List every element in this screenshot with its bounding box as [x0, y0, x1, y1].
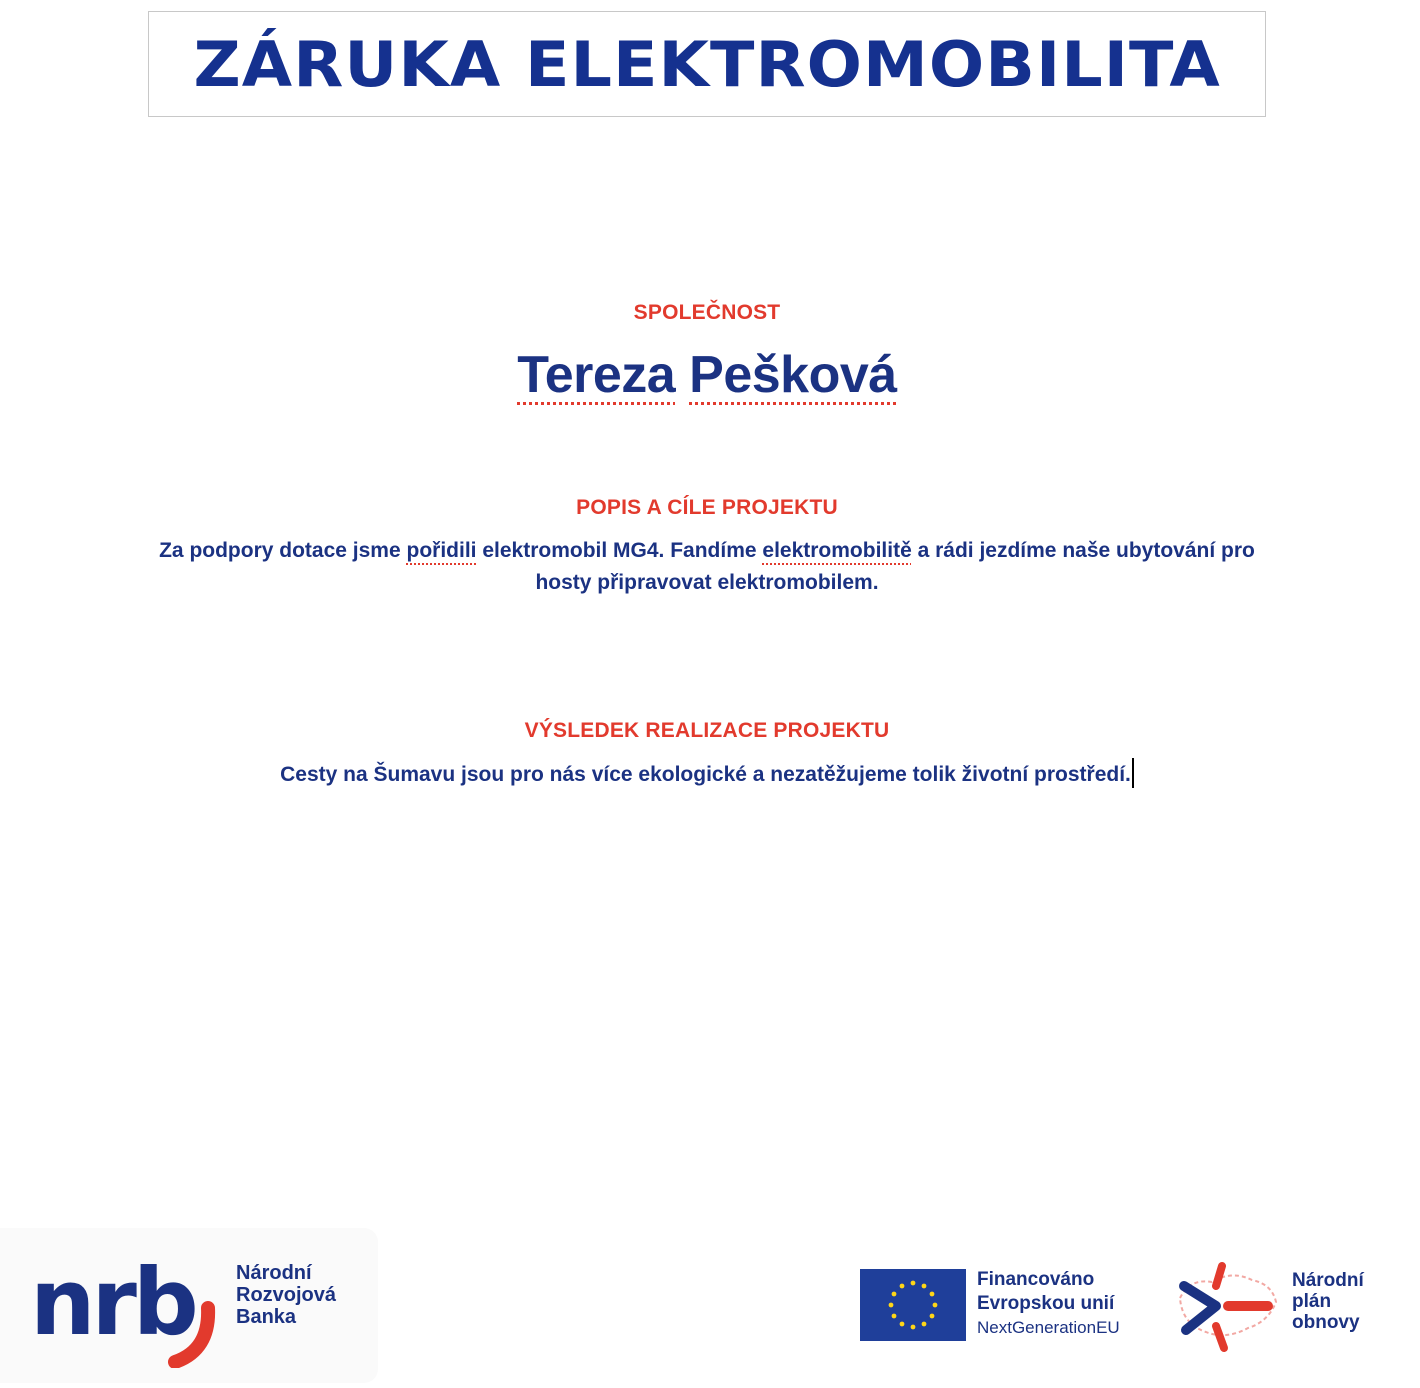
nrb-wordmark	[236, 1262, 336, 1328]
description-part: a rádi jezdíme naše ubytování pro hosty připravovat elektromobilem.	[535, 539, 1255, 594]
description-part: elektromobil MG4. Fandíme	[476, 539, 763, 562]
result-text-row[interactable]	[140, 758, 1274, 791]
banner-title: ZÁRUKA ELEKTROMOBILITA	[193, 27, 1221, 101]
nrb-mark-icon	[30, 1238, 230, 1368]
eu-line: Evropskou unií	[977, 1293, 1115, 1314]
text-caret	[1132, 758, 1134, 788]
description-label: POPIS A CÍLE PROJEKTU	[576, 496, 838, 519]
eu-flag-icon	[860, 1269, 966, 1341]
result-label: VÝSLEDEK REALIZACE PROJEKTU	[524, 719, 890, 742]
description-section	[140, 496, 1274, 599]
description-part: Za podpory dotace jsme	[159, 539, 407, 562]
nrb-line: Banka	[236, 1306, 297, 1328]
result-section	[140, 719, 1274, 791]
npo-mark-icon	[1172, 1258, 1284, 1358]
eu-funding-text	[977, 1268, 1120, 1340]
npo-line: plán	[1292, 1291, 1332, 1312]
nrb-logo	[0, 1228, 378, 1383]
nrb-line: Národní	[236, 1262, 312, 1284]
nrb-mark-text: nrb	[30, 1249, 195, 1356]
npo-line: obnovy	[1292, 1312, 1360, 1333]
company-name-first: Tereza	[517, 346, 676, 404]
company-section	[140, 301, 1274, 405]
title-banner	[148, 11, 1266, 117]
misspelled-word: elektromobilitě	[762, 539, 912, 562]
description-text	[140, 535, 1274, 599]
nrb-line: Rozvojová	[236, 1284, 337, 1306]
npo-wordmark	[1292, 1270, 1364, 1333]
company-label: SPOLEČNOST	[633, 301, 781, 324]
company-name	[140, 345, 1274, 405]
result-text: Cesty na Šumavu jsou pro nás více ekologické a nezatěžujeme tolik životní prostředí.	[280, 763, 1131, 786]
eu-line: Financováno	[977, 1269, 1095, 1290]
eu-line: NextGenerationEU	[977, 1318, 1120, 1337]
npo-line: Národní	[1292, 1270, 1364, 1291]
misspelled-word: pořidili	[406, 539, 477, 562]
company-name-last: Pešková	[689, 346, 897, 404]
